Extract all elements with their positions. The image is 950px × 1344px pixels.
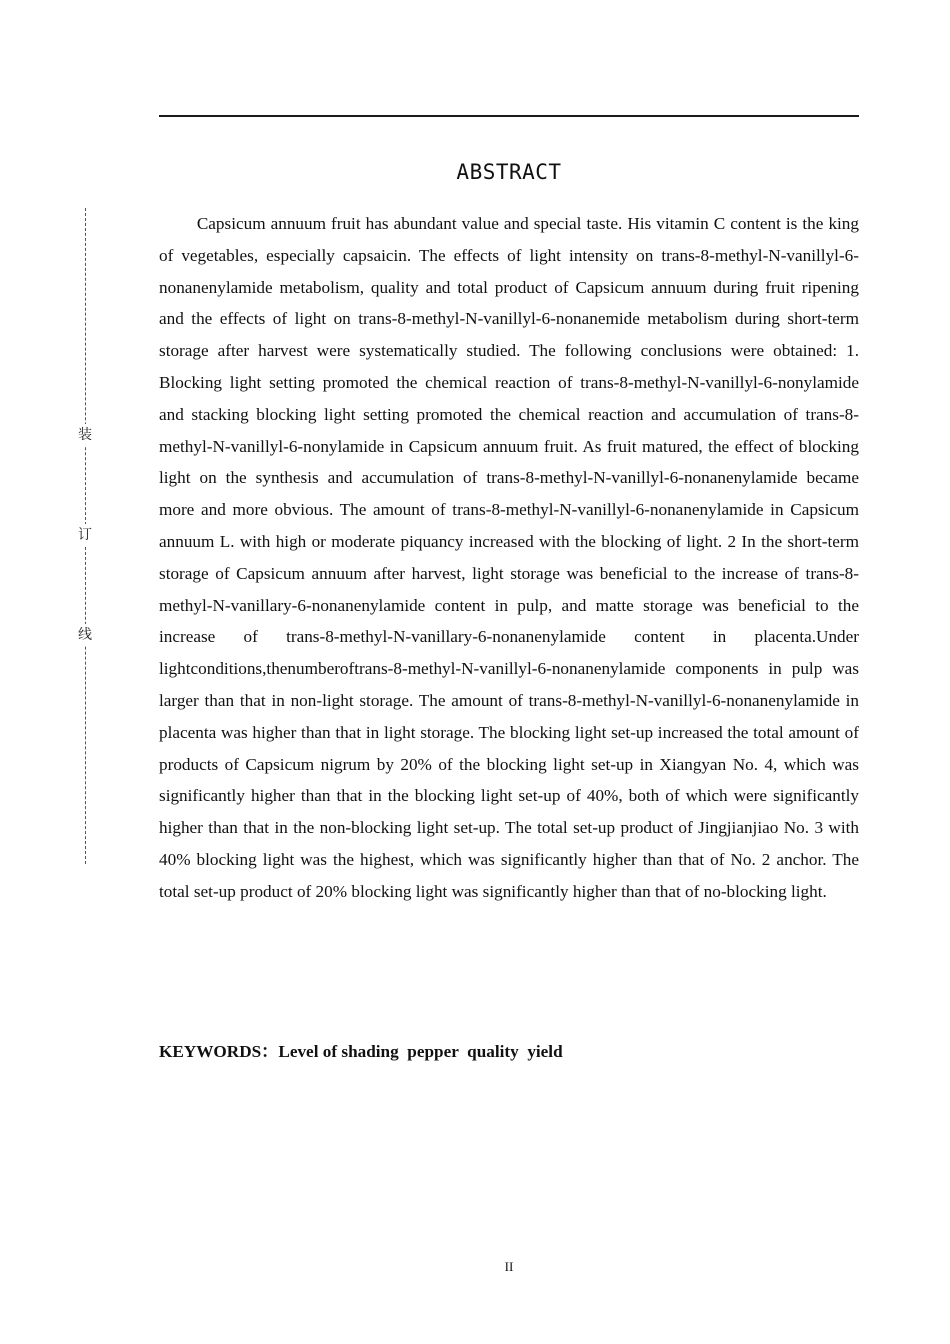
- binding-mark-zhuang: 装: [76, 424, 94, 446]
- binding-mark-xian: 线: [76, 624, 94, 646]
- abstract-body: Capsicum annuum fruit has abundant value and special taste. His vitamin C content is the king of vegetables, especially capsaicin. The effects of light intensity on trans-8-methyl-N-vanillyl-6-nonanenylamide metabolism, quality and total product of Capsicum annuum during fruit ripening and the effects of light on trans-8-methyl-N-vanillyl-6-nonanemide metabolism during short-term storage after harvest were systematically studied. The following conclusions were obtained: 1. Blocking light setting promoted the chemical reaction of trans-8-methyl-N-vanillyl-6-nonylamide and stacking blocking light setting promoted the chemical reaction and accumulation of trans-8-methyl-N-vanillyl-6-nonylamide in Capsicum annuum fruit. As fruit matured, the effect of blocking light on the synthesis and accumulation of trans-8-methyl-N-vanillyl-6-nonanenylamide became more and more obvious. The amount of trans-8-methyl-N-vanillyl-6-nonanenylamide in Capsicum annuum L. with high or moderate piquancy increased with the blocking of light. 2 In the short-term storage of Capsicum annuum after harvest, light storage was beneficial to the increase of trans-8-methyl-N-vanillary-6-nonanenylamide content in pulp, and matte storage was beneficial to the increase of trans-8-methyl-N-vanillary-6-nonanenylamide content in placenta.Under lightconditions,thenumberoftrans-8-methyl-N-vanillyl-6-nonanenylamide components in pulp was larger than that in non-light storage. The amount of trans-8-methyl-N-vanillyl-6-nonanenylamide in placenta was higher than that in light storage. The blocking light set-up increased the total amount of products of Capsicum nigrum by 20% of the blocking light set-up in Xiangyan No. 4, which was significantly higher than that in the blocking light set-up of 40%, both of which were significantly higher than that in the non-blocking light set-up. The total set-up product of Jingjianjiao No. 3 with 40% blocking light was the highest, which was significantly higher than that of No. 2 anchor. The total set-up product of 20% blocking light was significantly higher than that of no-blocking light.: [159, 214, 859, 901]
- abstract-title: ABSTRACT: [456, 160, 562, 184]
- header-rule: [159, 115, 859, 117]
- keywords-line: KEYWORDS：Level of shading pepper quality yield: [159, 1042, 563, 1061]
- page-number: II: [504, 1259, 514, 1274]
- binding-mark-ding: 订: [76, 524, 94, 546]
